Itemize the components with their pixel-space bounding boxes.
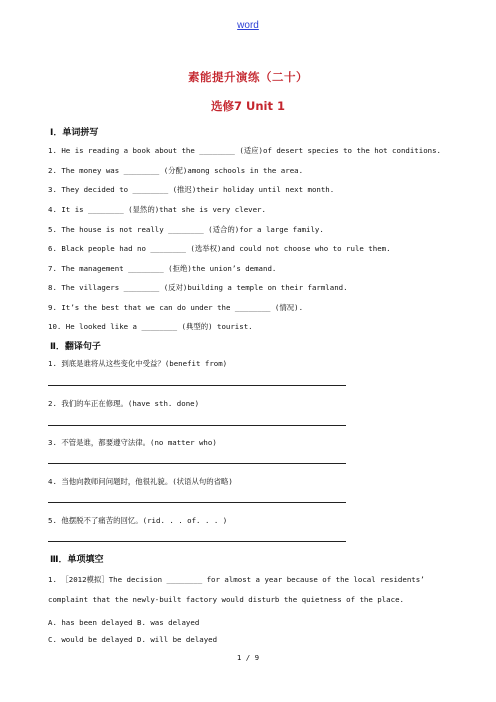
spelling-item: 6. Black people had no ________ (选举权)and could not choose who to rule them. [48, 244, 391, 253]
section-heading-spelling: Ⅰ．单词拼写 [50, 128, 99, 138]
spelling-item: 8. The villagers ________ (反对)building a temple on their farmland. [48, 283, 348, 292]
spelling-item: 5. The house is not really ________ (适合的)for a large family. [48, 225, 324, 234]
page-number: 1 / 9 [236, 653, 260, 662]
translation-item: 2. 我们的车正在修理。(have sth. done) [48, 399, 200, 408]
translation-item: 4. 当他向教师问问题时，他很礼貌。(状语从句的省略) [48, 477, 233, 486]
answer-line[interactable] [48, 541, 346, 542]
section-heading-translation: Ⅱ．翻译句子 [50, 342, 101, 352]
exercise-title: 素能提升演练（二十） [188, 70, 308, 84]
translation-item: 3. 不管是谁，都要遵守法律。(no matter who) [48, 438, 217, 447]
spelling-item: 7. The management ________ (拒绝)the union’s demand. [48, 264, 277, 273]
header-word-link[interactable]: word [237, 20, 259, 31]
spelling-item: 9. It’s the best that we can do under the ________ (情况). [48, 303, 304, 312]
spelling-item: 2. The money was ________ (分配)among schools in the area. [48, 166, 304, 175]
mcq-question: 1. ［2012模拟］The decision ________ for almost a year because of the local residents’ complaint that the newly-built factory would disturb the quietness of the place. [48, 575, 425, 604]
mcq-options-ab: A. has been delayed B. was delayed [48, 618, 200, 627]
translation-item: 5. 他摆脱不了痛苦的回忆。(rid. . . of. . . ) [48, 516, 228, 525]
translation-item: 1. 到底是谁将从这些变化中受益？(benefit from) [48, 359, 228, 368]
mcq-options-cd: C. would be delayed D. will be delayed [48, 635, 218, 644]
section-heading-multiple-choice: Ⅲ．单项填空 [50, 555, 104, 565]
answer-line[interactable] [48, 425, 346, 426]
unit-title: 选修7 Unit 1 [211, 99, 285, 113]
answer-line[interactable] [48, 463, 346, 464]
spelling-item: 3. They decided to ________ (推迟)their holiday until next month. [48, 185, 335, 194]
answer-line[interactable] [48, 502, 346, 503]
answer-line[interactable] [48, 385, 346, 386]
spelling-item: 4. It is ________ (显然的)that she is very clever. [48, 205, 266, 214]
spelling-item: 10. He looked like a ________ (典型的) tourist. [48, 322, 253, 331]
spelling-item: 1. He is reading a book about the ________ (适应)of desert species to the hot conditions. [48, 146, 441, 155]
